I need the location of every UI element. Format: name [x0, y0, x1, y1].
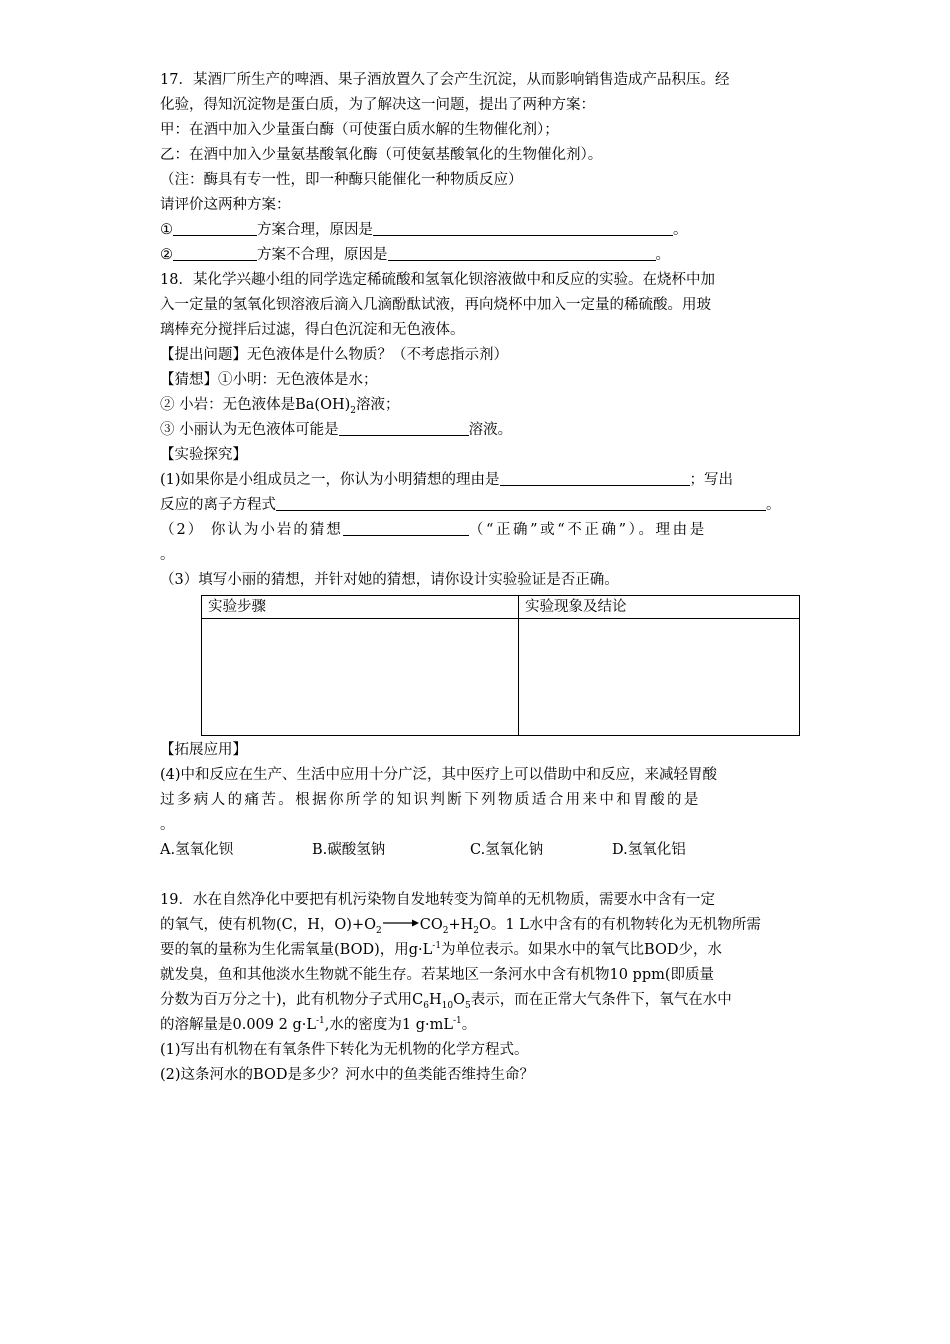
worksheet-page: [160, 68, 792, 1088]
q17-stem-line-1: 17．某酒厂所生产的啤酒、果子酒放置久了会产生沉淀，从而影响销售造成产品积压。经: [160, 72, 730, 88]
q19-sub-question-1: (1)写出有机物在有氧条件下转化为无机物的化学方程式。: [160, 1042, 529, 1058]
q18-part-2: [160, 518, 792, 543]
q18-part-1-end: ；写出: [689, 472, 734, 488]
q19-stem-line-1: 19．水在自然净化中要把有机污染物自发地转变为简单的无机物质，需要水中含有一定: [160, 892, 715, 908]
q19-subscript: 2: [442, 925, 449, 936]
q18-guess-2-subscript: 2: [350, 405, 356, 416]
q18-part-1: [160, 468, 792, 493]
q19-line-5-text: 分数为百万分之十)，此有机物分子式用C: [160, 992, 424, 1008]
spacer: [160, 863, 792, 888]
experiment-table-answer-row: [202, 619, 800, 736]
q17-answer-blank-plan-1[interactable]: [173, 220, 257, 236]
q18-guess-3: [160, 418, 792, 443]
q19-subscript: 10: [441, 1000, 454, 1011]
q19-line-6-text: 的溶解量是0.009 2 g·L: [160, 1017, 316, 1033]
experiment-table-cell-steps[interactable]: [202, 619, 519, 736]
q19-superscript: -1: [315, 1016, 325, 1027]
q17-eval-2-number: ②: [160, 247, 173, 263]
q19-line-3-end: 为单位表示。如果水中的氧气比BOD少，水: [441, 942, 722, 958]
q19-formula-co: CO: [419, 917, 443, 933]
q17-eval-1-text: 方案合理，原因是: [257, 222, 373, 238]
q18-explore-heading: 【实验探究】: [160, 447, 247, 463]
q19-stem-line-6: [160, 1013, 792, 1038]
q18-answer-blank-ionic-equation[interactable]: [276, 495, 766, 511]
q18-part-1-equation-label: 反应的离子方程式: [160, 497, 276, 513]
q19-stem-line-3: [160, 938, 792, 963]
q19-formula-o: O: [453, 992, 465, 1008]
q19-line-3-text: 要的氧的量称为生化需氧量(BOD)，用g·L: [160, 942, 433, 958]
experiment-table-cell-results[interactable]: [519, 619, 800, 736]
q17-eval-2: [160, 243, 792, 268]
experiment-table-header-row: [202, 596, 800, 619]
q18-guess-2-text: ② 小岩：无色液体是Ba(OH): [160, 397, 351, 413]
q18-option-b[interactable]: B.碳酸氢钠: [312, 842, 386, 858]
q19-formula-h: +H: [448, 917, 474, 933]
q18-answer-blank-reason[interactable]: [500, 470, 690, 486]
q18-options: [160, 838, 792, 863]
question-18: [160, 268, 792, 863]
q17-eval-2-text: 方案不合理，原因是: [257, 247, 388, 263]
q18-part-1-line-2-end: 。: [766, 497, 781, 513]
q18-guess-2-end: 溶液；: [356, 397, 400, 413]
q18-stem-line-2: 入一定量的氢氧化钡溶液后滴入几滴酚酞试液，再向烧杯中加入一定量的稀硫酸。用玻: [160, 297, 711, 313]
q17-eval-2-end: 。: [655, 247, 670, 263]
q18-question-heading: 【提出问题】无色液体是什么物质？（不考虑指示剂）: [160, 347, 508, 363]
q18-extend-heading: 【拓展应用】: [160, 742, 247, 758]
q19-line-6-middle: ,水的密度为1 g·mL: [324, 1017, 453, 1033]
q17-answer-blank-reason-2[interactable]: [388, 245, 656, 261]
q17-note: （注：酶具有专一性，即一种酶只能催化一种物质反应）: [160, 172, 523, 188]
q17-plan-a: 甲：在酒中加入少量蛋白酶（可使蛋白质水解的生物催化剂）；: [160, 122, 559, 138]
q19-formula-h: H: [428, 992, 442, 1008]
q19-sub-question-2: (2)这条河水的BOD是多少？河水中的鱼类能否维持生命？: [160, 1067, 534, 1083]
q19-stem-line-5: [160, 988, 792, 1013]
q19-stem-line-2: [160, 913, 792, 938]
q19-superscript: -1: [452, 1016, 462, 1027]
q19-line-2-end: O。1 L水中含有的有机物转化为无机物所需: [478, 917, 761, 933]
q18-part-4-line-1: (4)中和反应在生产、生活中应用十分广泛，其中医疗上可以借助中和反应，来减轻胃酸: [160, 767, 718, 783]
q18-guess-1: 【猜想】①小明：无色液体是水；: [160, 372, 378, 388]
q18-stem-line-1: 18．某化学兴趣小组的同学选定稀硫酸和氢氧化钡溶液做中和反应的实验。在烧杯中加: [160, 272, 715, 288]
q19-subscript: 6: [423, 1000, 429, 1011]
q19-subscript: 2: [473, 925, 479, 936]
q18-part-4-line-2: 过多病人的痛苦。根据你所学的知识判断下列物质适合用来中和胃酸的是: [160, 792, 701, 808]
q18-guess-2: [160, 393, 792, 418]
experiment-table: [201, 595, 800, 736]
q18-answer-blank-judgement[interactable]: [343, 520, 469, 536]
q17-answer-blank-reason-1[interactable]: [373, 220, 673, 236]
q17-eval-1-number: ①: [160, 222, 173, 238]
experiment-table-header-steps: 实验步骤: [202, 596, 519, 619]
question-17: [160, 68, 792, 268]
q17-answer-blank-plan-2[interactable]: [173, 245, 257, 261]
q17-eval-1: [160, 218, 792, 243]
experiment-table-header-results: 实验现象及结论: [519, 596, 800, 619]
q18-stem-line-3: 璃棒充分搅拌后过滤，得白色沉淀和无色液体。: [160, 322, 465, 338]
q18-guess-3-text: ③ 小丽认为无色液体可能是: [160, 422, 339, 438]
q18-option-d[interactable]: D.氢氧化铝: [612, 842, 686, 858]
question-19: [160, 888, 792, 1088]
q17-stem-line-2: 化验，得知沉淀物是蛋白质，为了解决这一问题，提出了两种方案：: [160, 97, 595, 113]
q19-line-6-end: 。: [461, 1017, 477, 1033]
q18-part-1-text: (1)如果你是小组成员之一，你认为小明猜想的理由是: [160, 472, 500, 488]
q19-stem-line-4: 就发臭，鱼和其他淡水生物就不能生存。若某地区一条河水中含有机物10 ppm(即质量: [160, 967, 715, 983]
q18-part-2-end: 。: [160, 547, 175, 563]
q17-eval-1-end: 。: [673, 222, 688, 238]
q19-subscript: 2: [375, 925, 382, 936]
q19-line-5-end: 表示，而在正常大气条件下，氧气在水中: [470, 992, 732, 1008]
q17-plan-b: 乙：在酒中加入少量氨基酸氧化酶（可使氨基酸氧化的生物催化剂）。: [160, 147, 603, 163]
q17-prompt: 请评价这两种方案：: [160, 197, 291, 213]
reaction-arrow-icon: [382, 918, 420, 928]
q18-part-4-end: 。: [160, 817, 175, 833]
q18-guess-3-end: 溶液。: [468, 422, 513, 438]
q18-part-3: （3）填写小丽的猜想，并针对她的猜想，请你设计实验验证是否正确。: [160, 572, 619, 588]
q19-superscript: -1: [432, 941, 442, 952]
q18-answer-blank-guess-3[interactable]: [339, 420, 469, 436]
q18-part-2-tail: （“正确”或“不正确”）。理由是: [468, 522, 707, 538]
q18-option-c[interactable]: C.氢氧化钠: [470, 842, 544, 858]
q19-line-2-text: 的氧气，使有机物(C，H，O)+O: [160, 917, 376, 933]
q18-part-2-text: （2） 你认为小岩的猜想: [160, 522, 343, 538]
q18-part-1-line-2: [160, 493, 792, 518]
q18-option-a[interactable]: A.氢氧化钡: [160, 842, 234, 858]
q19-subscript: 5: [464, 1000, 471, 1011]
